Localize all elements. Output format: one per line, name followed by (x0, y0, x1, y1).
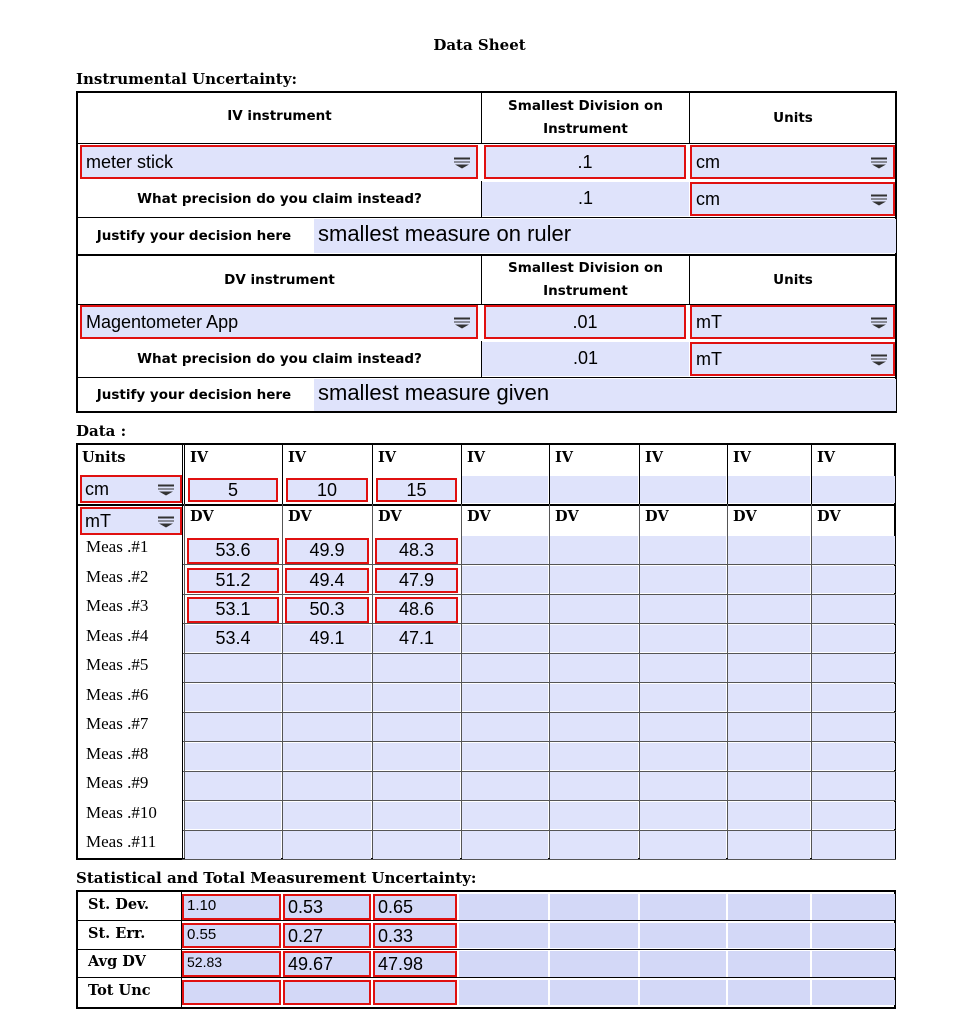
grid-line (461, 504, 462, 858)
dropdown-arrow-icon (871, 195, 887, 204)
dv-value-input[interactable] (728, 713, 810, 741)
dv-value-input[interactable] (640, 802, 726, 830)
stats-heading: Statistical and Total Measurement Uncertainty: (76, 869, 477, 887)
dv-value-input[interactable] (640, 831, 726, 859)
dv-value-input[interactable] (728, 654, 810, 682)
dv-column-label: DV (467, 508, 491, 525)
stats-value-input[interactable] (812, 894, 895, 920)
dv-value-input[interactable] (728, 831, 810, 859)
dv-value-input[interactable] (550, 536, 638, 564)
dv-value-input[interactable] (462, 802, 548, 830)
grid-line (282, 445, 283, 504)
dv-value-input[interactable] (373, 654, 460, 682)
grid-line (811, 445, 812, 504)
iv-instrument-value: meter stick (86, 152, 174, 172)
dv-value-input[interactable] (728, 566, 810, 594)
dv-value-input[interactable] (373, 802, 460, 830)
grid-line (78, 977, 896, 978)
iv-precision-input[interactable]: .1 (482, 182, 689, 216)
dv-value-input[interactable]: 47.9 (375, 568, 458, 594)
dv-value-input[interactable] (462, 713, 548, 741)
dv-value-input[interactable] (373, 772, 460, 800)
dv-justify-input[interactable]: smallest measure given (314, 379, 896, 411)
dv-value-input[interactable] (462, 536, 548, 564)
dv-value-input[interactable] (728, 802, 810, 830)
measurement-label: Meas .#6 (86, 684, 149, 704)
dropdown-arrow-icon (871, 318, 887, 327)
dv-value-input[interactable]: 48.3 (375, 538, 458, 564)
dv-value-input[interactable]: 51.2 (187, 568, 279, 594)
dv-value-input[interactable]: 50.3 (285, 597, 369, 623)
grid-line (182, 445, 183, 858)
grid-line (727, 504, 728, 858)
dv-instrument-select[interactable] (80, 305, 478, 339)
stats-value-input[interactable]: 0.27 (283, 923, 371, 949)
stats-value-input[interactable] (283, 980, 371, 1006)
dv-instrument-header: DV instrument (224, 272, 335, 288)
dv-value-input[interactable] (728, 684, 810, 712)
dv-value-input[interactable] (283, 772, 371, 800)
stats-table (76, 890, 896, 1009)
stats-value-input[interactable] (640, 894, 726, 920)
iv-precision-question: What precision do you claim instead? (137, 191, 422, 207)
measurement-label: Meas .#4 (86, 625, 149, 645)
stats-value-input[interactable] (640, 980, 726, 1006)
stats-row-label: Tot Unc (88, 981, 151, 999)
grid-line (811, 504, 812, 858)
dv-value-input[interactable] (728, 625, 810, 653)
grid-line (372, 504, 373, 858)
iv-unit-select[interactable] (80, 475, 182, 503)
dv-value-input[interactable] (812, 566, 895, 594)
stats-value-input[interactable] (550, 923, 638, 949)
dv-value-input[interactable] (462, 625, 548, 653)
dv-column-label: DV (190, 508, 214, 525)
dv-value-input[interactable] (462, 743, 548, 771)
dv-value-input[interactable] (812, 536, 895, 564)
measurement-label: Meas .#3 (86, 596, 149, 615)
grid-line (727, 445, 728, 504)
dv-precision-units-value: mT (696, 349, 722, 369)
dropdown-arrow-icon (158, 485, 174, 494)
stats-value-input[interactable]: 47.98 (373, 951, 457, 977)
grid-line (549, 504, 550, 858)
iv-column-label: IV (378, 449, 397, 466)
dv-value-input[interactable] (812, 654, 895, 682)
stats-value-input[interactable] (728, 894, 810, 920)
dv-units-select[interactable] (690, 305, 895, 339)
iv-justify-input[interactable]: smallest measure on ruler (314, 219, 896, 253)
dv-smallest-division-input[interactable]: .01 (484, 305, 686, 339)
iv-column-label: IV (288, 449, 307, 466)
measurement-label: Meas .#9 (86, 773, 149, 792)
dv-value-input[interactable]: 49.1 (283, 625, 371, 653)
iv-column-label: IV (555, 449, 574, 466)
iv-smallest-division-header: Smallest Division on Instrument (508, 98, 663, 137)
dv-value-input[interactable]: 47.1 (373, 625, 460, 653)
dv-column-label: DV (378, 508, 402, 525)
measurement-label: Meas .#10 (86, 802, 157, 822)
dv-unit-value: mT (85, 511, 111, 531)
dv-value-input[interactable] (283, 654, 371, 682)
dv-value-input[interactable] (462, 566, 548, 594)
dv-value-input[interactable] (283, 713, 371, 741)
dv-value-input[interactable] (462, 654, 548, 682)
dv-value-input[interactable] (640, 536, 726, 564)
dv-value-input[interactable] (185, 802, 281, 830)
dv-value-input[interactable] (283, 831, 371, 859)
dv-value-input[interactable] (550, 802, 638, 830)
instrumental-table (76, 91, 897, 413)
measurement-label: Meas .#1 (86, 537, 149, 556)
stats-value-input[interactable] (459, 923, 548, 949)
iv-column-label: IV (467, 449, 486, 466)
dropdown-arrow-icon (454, 158, 470, 167)
dv-value-input[interactable] (812, 625, 895, 653)
dv-value-input[interactable] (812, 743, 895, 771)
divider (78, 504, 896, 506)
iv-instrument-select[interactable] (80, 145, 478, 179)
dv-unit-select[interactable] (80, 507, 182, 535)
stats-row-label: Avg DV (88, 953, 146, 970)
dv-value-input[interactable] (640, 625, 726, 653)
dv-instrument-value: Magentometer App (86, 312, 239, 332)
dv-value-input[interactable] (812, 713, 895, 741)
dv-units-value: mT (696, 312, 722, 332)
grid-line (461, 445, 462, 504)
stats-value-input[interactable] (812, 923, 895, 949)
iv-value-input[interactable]: 5 (188, 478, 278, 502)
dv-column-label: DV (817, 508, 841, 525)
instrumental-heading: Instrumental Uncertainty: (76, 70, 297, 88)
grid-line (282, 504, 283, 858)
stats-value-input[interactable] (550, 894, 638, 920)
dv-precision-units-select[interactable] (690, 342, 895, 376)
grid-line (184, 445, 185, 504)
stats-value-input[interactable]: 0.55 (182, 923, 281, 949)
stats-value-input[interactable] (459, 951, 548, 977)
iv-column-label: IV (645, 449, 664, 466)
data-table (76, 443, 896, 860)
stats-value-input[interactable] (182, 980, 281, 1006)
stats-value-input[interactable] (728, 951, 810, 977)
iv-value-input[interactable] (640, 476, 726, 503)
stats-row-label: St. Dev. (88, 896, 150, 913)
iv-units-select[interactable] (690, 145, 895, 179)
stats-value-input[interactable] (812, 951, 895, 977)
iv-value-input[interactable] (550, 476, 638, 503)
stats-value-input[interactable] (728, 923, 810, 949)
dv-value-input[interactable] (283, 684, 371, 712)
dv-value-input[interactable] (462, 831, 548, 859)
grid-line (184, 504, 185, 858)
dv-column-label: DV (645, 508, 669, 525)
dv-value-input[interactable] (550, 625, 638, 653)
iv-value-input[interactable] (462, 476, 548, 503)
iv-column-label: IV (817, 449, 836, 466)
dv-value-input[interactable] (185, 684, 281, 712)
grid-line (639, 445, 640, 504)
dv-value-input[interactable] (550, 713, 638, 741)
iv-value-input[interactable]: 15 (376, 478, 457, 502)
stats-value-input[interactable]: 52.83 (182, 951, 281, 977)
dropdown-arrow-icon (871, 355, 887, 364)
iv-value-input[interactable] (812, 476, 895, 503)
iv-units-value: cm (696, 152, 720, 172)
dv-value-input[interactable] (373, 684, 460, 712)
dv-value-input[interactable] (550, 831, 638, 859)
measurement-label: Meas .#7 (86, 714, 149, 733)
grid-line (549, 445, 550, 504)
dv-value-input[interactable] (640, 713, 726, 741)
dv-column-label: DV (733, 508, 757, 525)
measurement-label: Meas .#5 (86, 655, 149, 674)
dv-precision-question: What precision do you claim instead? (137, 351, 422, 367)
stats-value-input[interactable] (373, 980, 457, 1006)
dv-value-input[interactable] (550, 684, 638, 712)
dv-justify-label: Justify your decision here (96, 387, 292, 403)
dv-value-input[interactable] (185, 654, 281, 682)
dv-value-input[interactable]: 49.4 (285, 568, 369, 594)
stats-value-input[interactable]: 0.53 (283, 894, 371, 920)
iv-precision-units-select[interactable] (690, 182, 895, 216)
dv-value-input[interactable] (640, 566, 726, 594)
dv-value-input[interactable] (283, 802, 371, 830)
dropdown-arrow-icon (871, 158, 887, 167)
dv-units-header: Units (773, 272, 813, 288)
dv-value-input[interactable]: 53.1 (187, 597, 279, 623)
dv-value-input[interactable] (550, 654, 638, 682)
stats-value-input[interactable] (459, 980, 548, 1006)
iv-smallest-division-input[interactable]: .1 (484, 145, 686, 179)
measurement-label: Meas .#2 (86, 566, 149, 586)
stats-value-input[interactable] (550, 980, 638, 1006)
dv-value-input[interactable] (640, 772, 726, 800)
grid-line (78, 949, 896, 950)
dv-column-label: DV (288, 508, 312, 525)
iv-column-label: IV (733, 449, 752, 466)
iv-precision-units-value: cm (696, 189, 720, 209)
dv-value-input[interactable] (640, 743, 726, 771)
grid-line (182, 859, 896, 860)
dv-value-input[interactable] (640, 595, 726, 623)
iv-instrument-header: IV instrument (227, 108, 332, 124)
dv-value-input[interactable] (812, 831, 895, 859)
dv-value-input[interactable]: 53.4 (185, 625, 281, 653)
dv-value-input[interactable] (373, 713, 460, 741)
stats-value-input[interactable]: 0.33 (373, 923, 457, 949)
grid-line (181, 892, 182, 1007)
dv-value-input[interactable] (462, 772, 548, 800)
stats-value-input[interactable] (550, 951, 638, 977)
dropdown-arrow-icon (454, 318, 470, 327)
stats-row-label: St. Err. (88, 924, 146, 942)
dv-value-input[interactable] (283, 743, 371, 771)
data-heading: Data : (76, 422, 127, 440)
stats-value-input[interactable]: 0.65 (373, 894, 457, 920)
dv-value-input[interactable] (550, 772, 638, 800)
dv-value-input[interactable] (550, 566, 638, 594)
measurement-label: Meas .#11 (86, 832, 157, 851)
dv-value-input[interactable] (640, 654, 726, 682)
grid-line (372, 445, 373, 504)
dv-column-label: DV (555, 508, 579, 525)
dv-value-input[interactable] (728, 772, 810, 800)
iv-value-input[interactable] (728, 476, 810, 503)
dv-value-input[interactable] (550, 743, 638, 771)
stats-value-input[interactable]: 1.10 (182, 894, 281, 920)
grid-line (639, 504, 640, 858)
dv-value-input[interactable] (550, 595, 638, 623)
iv-justify-label: Justify your decision here (96, 228, 292, 244)
dv-value-input[interactable] (812, 684, 895, 712)
stats-value-input[interactable]: 49.67 (283, 951, 371, 977)
dropdown-arrow-icon (158, 517, 174, 526)
dv-value-input[interactable]: 48.6 (375, 597, 458, 623)
stats-value-input[interactable] (640, 923, 726, 949)
dv-value-input[interactable] (462, 684, 548, 712)
dv-value-input[interactable] (728, 743, 810, 771)
dv-value-input[interactable] (185, 772, 281, 800)
iv-value-input[interactable]: 10 (286, 478, 368, 502)
dv-value-input[interactable]: 49.9 (285, 538, 369, 564)
dv-value-input[interactable] (185, 713, 281, 741)
dv-precision-input[interactable]: .01 (482, 342, 689, 376)
dv-value-input[interactable] (462, 595, 548, 623)
stats-value-input[interactable] (728, 980, 810, 1006)
iv-units-header: Units (773, 110, 813, 126)
dv-value-input[interactable] (373, 831, 460, 859)
dv-value-input[interactable] (812, 595, 895, 623)
dv-value-input[interactable] (640, 684, 726, 712)
dv-value-input[interactable] (728, 536, 810, 564)
stats-value-input[interactable] (640, 951, 726, 977)
units-label: Units (82, 449, 126, 466)
dv-value-input[interactable] (812, 772, 895, 800)
grid-line (78, 920, 896, 921)
dv-value-input[interactable] (812, 802, 895, 830)
dv-value-input[interactable] (185, 743, 281, 771)
dv-value-input[interactable] (728, 595, 810, 623)
page-title: Data Sheet (433, 36, 526, 54)
dv-value-input[interactable] (185, 831, 281, 859)
iv-column-label: IV (190, 449, 209, 466)
iv-unit-value: cm (85, 479, 109, 499)
measurement-label: Meas .#8 (86, 743, 149, 763)
dv-value-input[interactable] (373, 743, 460, 771)
dv-value-input[interactable]: 53.6 (187, 538, 279, 564)
stats-value-input[interactable] (812, 980, 895, 1006)
stats-value-input[interactable] (459, 894, 548, 920)
dv-smallest-division-header: Smallest Division on Instrument (508, 260, 663, 299)
